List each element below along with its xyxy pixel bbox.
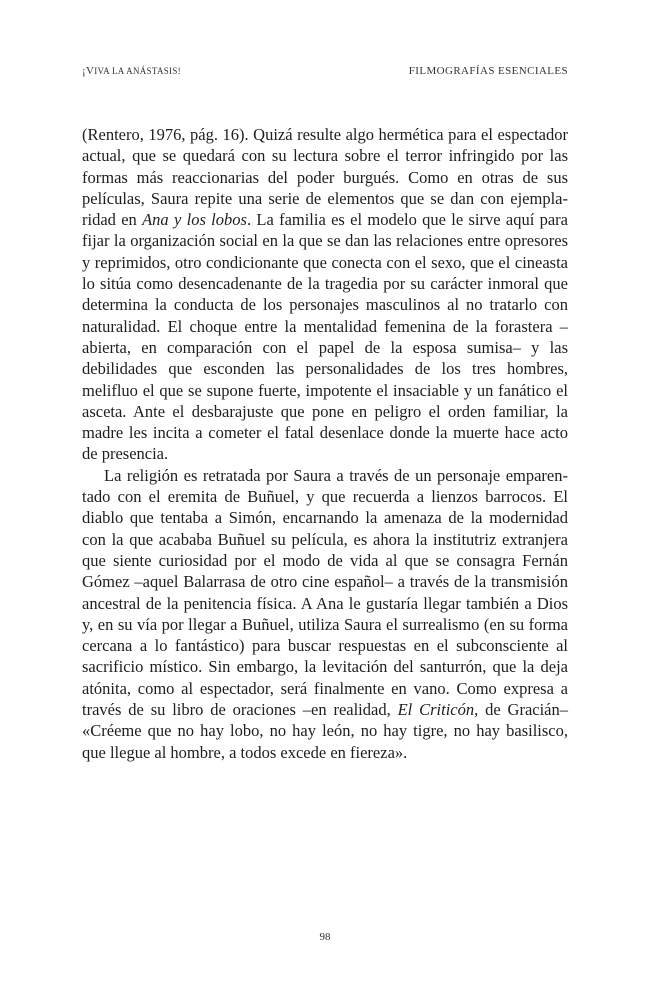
paragraph-2-text-a: La religión es retratada por Saura a través de un personaje emparentado con el eremita de Buñuel, y que recuerda a lienzos barrocos. El diablo que tentaba a Simón, encarnando la amenaza de la modernidad con la que acababa Buñuel su película, es ahora la institutriz extranjera que siente curiosidad por el modo de vida al que se consagra Fernán Gómez –aquel Balarrasa de otro cine español– a través de la transmisión ancestral de la penitencia física. A Ana le gustaría llegar también a Dios y, en su vía por llegar a Buñuel, utiliza Saura el surrealismo (en su forma cercana a lo fantástico) para buscar respuestas en el subconsciente al sacrificio místico. Sin embargo, la levitación del santurrón, que la deja atónita, como al espectador, será finalmente en vano. Como expresa a través de su libro de oraciones –en realidad, — [82, 465, 568, 720]
running-header-left — [82, 65, 181, 77]
paragraph-2 — [82, 465, 568, 763]
paragraph-1 — [82, 124, 568, 465]
body-text — [82, 124, 568, 763]
paragraph-1-text-a: (Rentero, 1976, pág. 16). Quizá resulte algo hermética para el espectador actual, que se quedará con su lectura sobre el terror infringido por las formas más reaccionarias del poder burgués. Como en otras de sus películas, Saura repite una serie de elementos que se dan con ejemplaridad en — [82, 125, 568, 230]
running-header-left-initial: ¡V — [82, 65, 95, 77]
book-title-italic: El Criticón — [397, 700, 475, 720]
film-title-italic: Ana y los lobos — [142, 210, 247, 230]
running-header-right: FILMOGRAFÍAS ESENCIALES — [408, 65, 568, 77]
page-number: 98 — [319, 931, 331, 943]
paragraph-2-text-b: , de Gracián– «Créeme que no hay lobo, no hay león, no hay tigre, no hay basilisco, que llegue al hombre, a todos excede en fiereza». — [82, 700, 568, 762]
paragraph-1-text-b: . La familia es el modelo que le sirve aquí para fijar la organización social en la que se dan las relaciones entre opresores y reprimidos, otro condicionante que conecta con el sexo, que el cineasta lo sitúa como desencadenante de la tragedia por su carácter inmoral que determina la conducta de los personajes masculinos al no tratarlo con naturalidad. El choque entre la mentalidad femenina de la forastera –abierta, en comparación con el papel de la esposa sumisa– y las debilidades que esconden las personalidades de los tres hombres, melifluo el que se supone fuerte, impotente el insaciable y un fanático el asceta. Ante el desbarajuste que pone en peligro el orden familiar, la madre les incita a cometer el fatal desenlace donde la muerte hace acto de presencia. — [82, 210, 568, 464]
running-header-left-smallcaps: IVA LA ANÁSTASIS! — [94, 66, 181, 76]
